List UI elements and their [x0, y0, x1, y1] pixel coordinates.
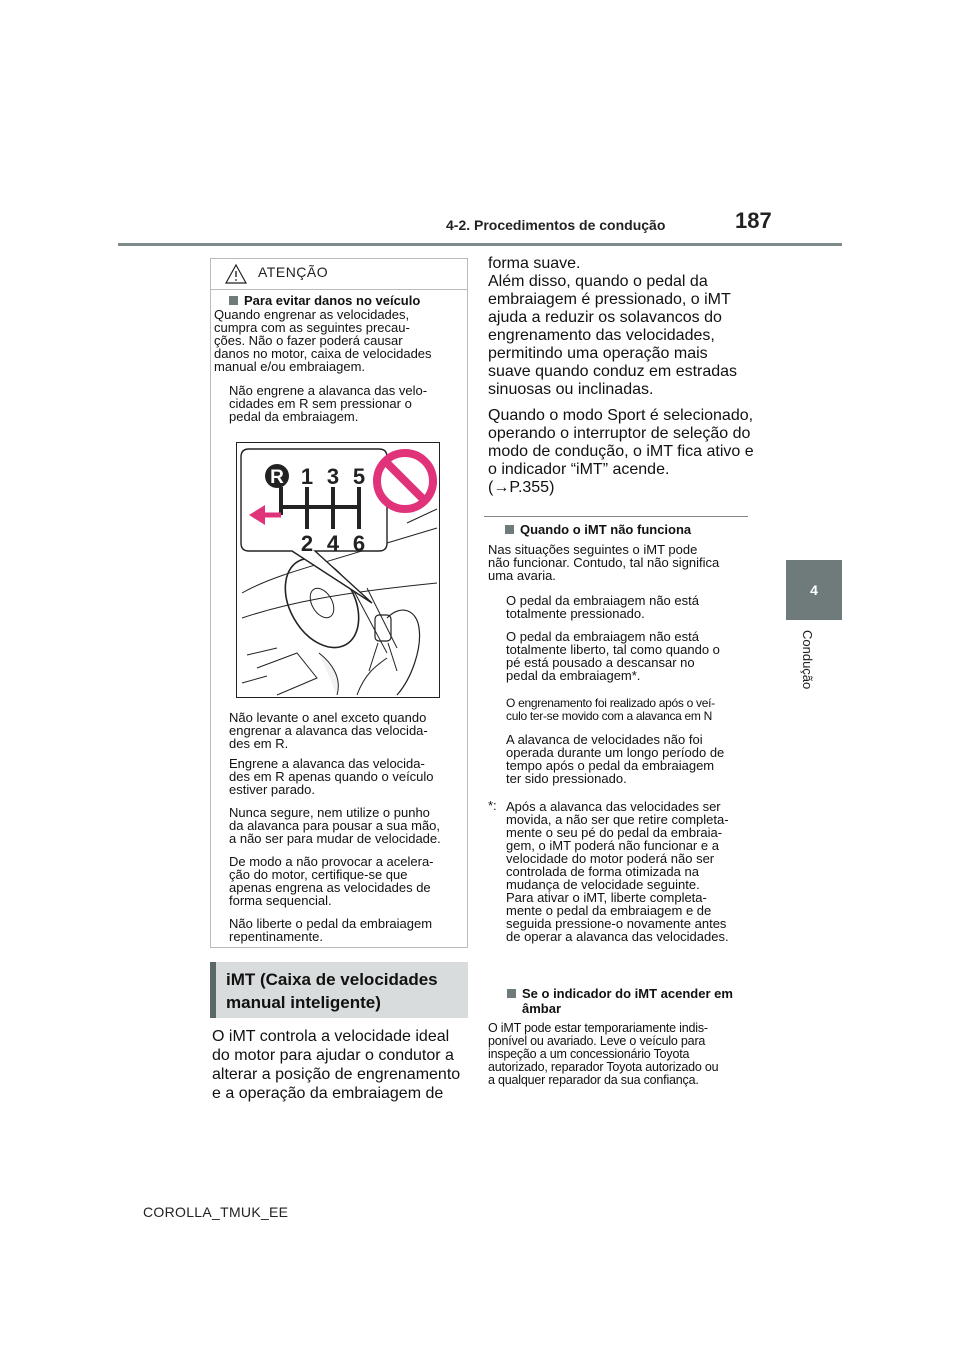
- section-title: 4-2. Procedimentos de condução: [446, 217, 666, 233]
- footnote-text: Após a alavanca das velocidades ser movida, a não ser que retire completa- mente o seu pé do pedal da embraia- gem, o iMT poderá não funcionar e a velocidade do motor poderá não ser controlada de forma otimizada na mudança de velocidade seguinte. Para ativar o iMT, liberte completa- mente o pedal da embraiagem e de seguida pressione-o novamente antes de operar a alavanca das velocidades.: [506, 799, 729, 944]
- warning-subtitle: Para evitar danos no veículo: [229, 293, 420, 308]
- warning-item-1: Não engrene a alavanca das velo- cidades em R sem pressionar o pedal da embraiagem.: [229, 383, 428, 424]
- square-bullet-icon: [505, 525, 514, 534]
- gear-label-1: 1: [300, 464, 314, 489]
- imt-heading: iMT (Caixa de velocidades manual inteligente): [210, 962, 468, 1018]
- header-rule: [118, 243, 842, 246]
- square-bullet-icon: [507, 989, 516, 998]
- warning-item-5: De modo a não provocar a acelera- ção do motor, certifique-se que apenas engrena as velocidades de forma sequencial.: [229, 854, 434, 908]
- warning-item-4: Nunca segure, nem utilize o punho da alavanca para pousar a sua mão, a não ser para mudar de velocidade.: [229, 805, 441, 846]
- not-working-title: Quando o iMT não funciona: [505, 522, 691, 537]
- gear-label-6: 6: [352, 531, 366, 556]
- gearshift-drawing: [237, 443, 439, 697]
- sport-mode-paragraph: Quando o modo Sport é selecionado, operando o interruptor de seleção do modo de condução, o iMT fica ativo e o indicador “iMT” acende. (→P.355): [488, 407, 754, 496]
- gear-label-3: 3: [326, 464, 340, 489]
- warning-item-2: Não levante o anel exceto quando engrenar a alavanca das velocida- des em R.: [229, 710, 428, 751]
- square-bullet-icon: [229, 296, 238, 305]
- gearshift-illustration: [236, 442, 440, 698]
- chapter-tab: 4: [786, 560, 842, 620]
- not-working-item-2: O pedal da embraiagem não está totalmente liberto, tal como quando o pé está pousado a descansar no pedal da embraiagem*.: [506, 629, 720, 683]
- gear-label-4: 4: [326, 531, 340, 556]
- prohibition-icon: [377, 453, 433, 509]
- warning-item-3: Engrene a alavanca das velocida- des em R apenas quando o veículo estiver parado.: [229, 756, 434, 797]
- warning-header: [211, 259, 467, 290]
- divider: [484, 516, 748, 517]
- footnote-mark: *:: [488, 798, 497, 813]
- not-working-item-3: O engrenamento foi realizado após o veí- culo ter-se movido com a alavanca em N: [506, 696, 715, 723]
- not-working-item-1: O pedal da embraiagem não está totalmente pressionado.: [506, 593, 699, 621]
- warning-intro: Quando engrenar as velocidades, cumpra com as seguintes precau- ções. Não o fazer poderá causar danos no motor, caixa de velocidades manual e/ou embraiagem.: [214, 307, 432, 374]
- not-working-item-4: A alavanca de velocidades não foi operada durante um longo período de tempo após o pedal da embraiagem ter sido pressionado.: [506, 732, 725, 786]
- warning-title: ATENÇÃO: [258, 264, 329, 280]
- page-number: 187: [735, 208, 772, 233]
- imt-body-left: O iMT controla a velocidade ideal do motor para ajudar o condutor a alterar a posição de engrenamento e a operação da embraiagem de: [212, 1028, 461, 1102]
- gear-label-5: 5: [352, 464, 366, 489]
- warning-item-6: Não liberte o pedal da embraiagem repentinamente.: [229, 916, 433, 944]
- amber-title: Se o indicador do iMT acender em âmbar: [507, 986, 733, 1016]
- amber-body: O iMT pode estar temporariamente indis- ponível ou avariado. Leve o veículo para inspeção a um concessionário Toyota autorizado, reparador Toyota autorizado ou a qualquer reparador da sua confiança.: [488, 1021, 719, 1087]
- not-working-intro: Nas situações seguintes o iMT pode não funcionar. Contudo, tal não significa uma avaria.: [488, 542, 720, 583]
- chapter-label: Condução: [800, 630, 815, 690]
- gear-label-2: 2: [300, 531, 314, 556]
- gear-label-r: R: [270, 467, 284, 488]
- footer-code: COROLLA_TMUK_EE: [143, 1204, 289, 1220]
- warning-triangle-icon: [224, 263, 248, 285]
- imt-body-right: forma suave. Além disso, quando o pedal da embraiagem é pressionado, o iMT ajuda a reduzir os solavancos do engrenamento das velocidades, permitindo uma operação mais suave quando conduz em estradas sinuosas ou inclinadas.: [488, 255, 738, 398]
